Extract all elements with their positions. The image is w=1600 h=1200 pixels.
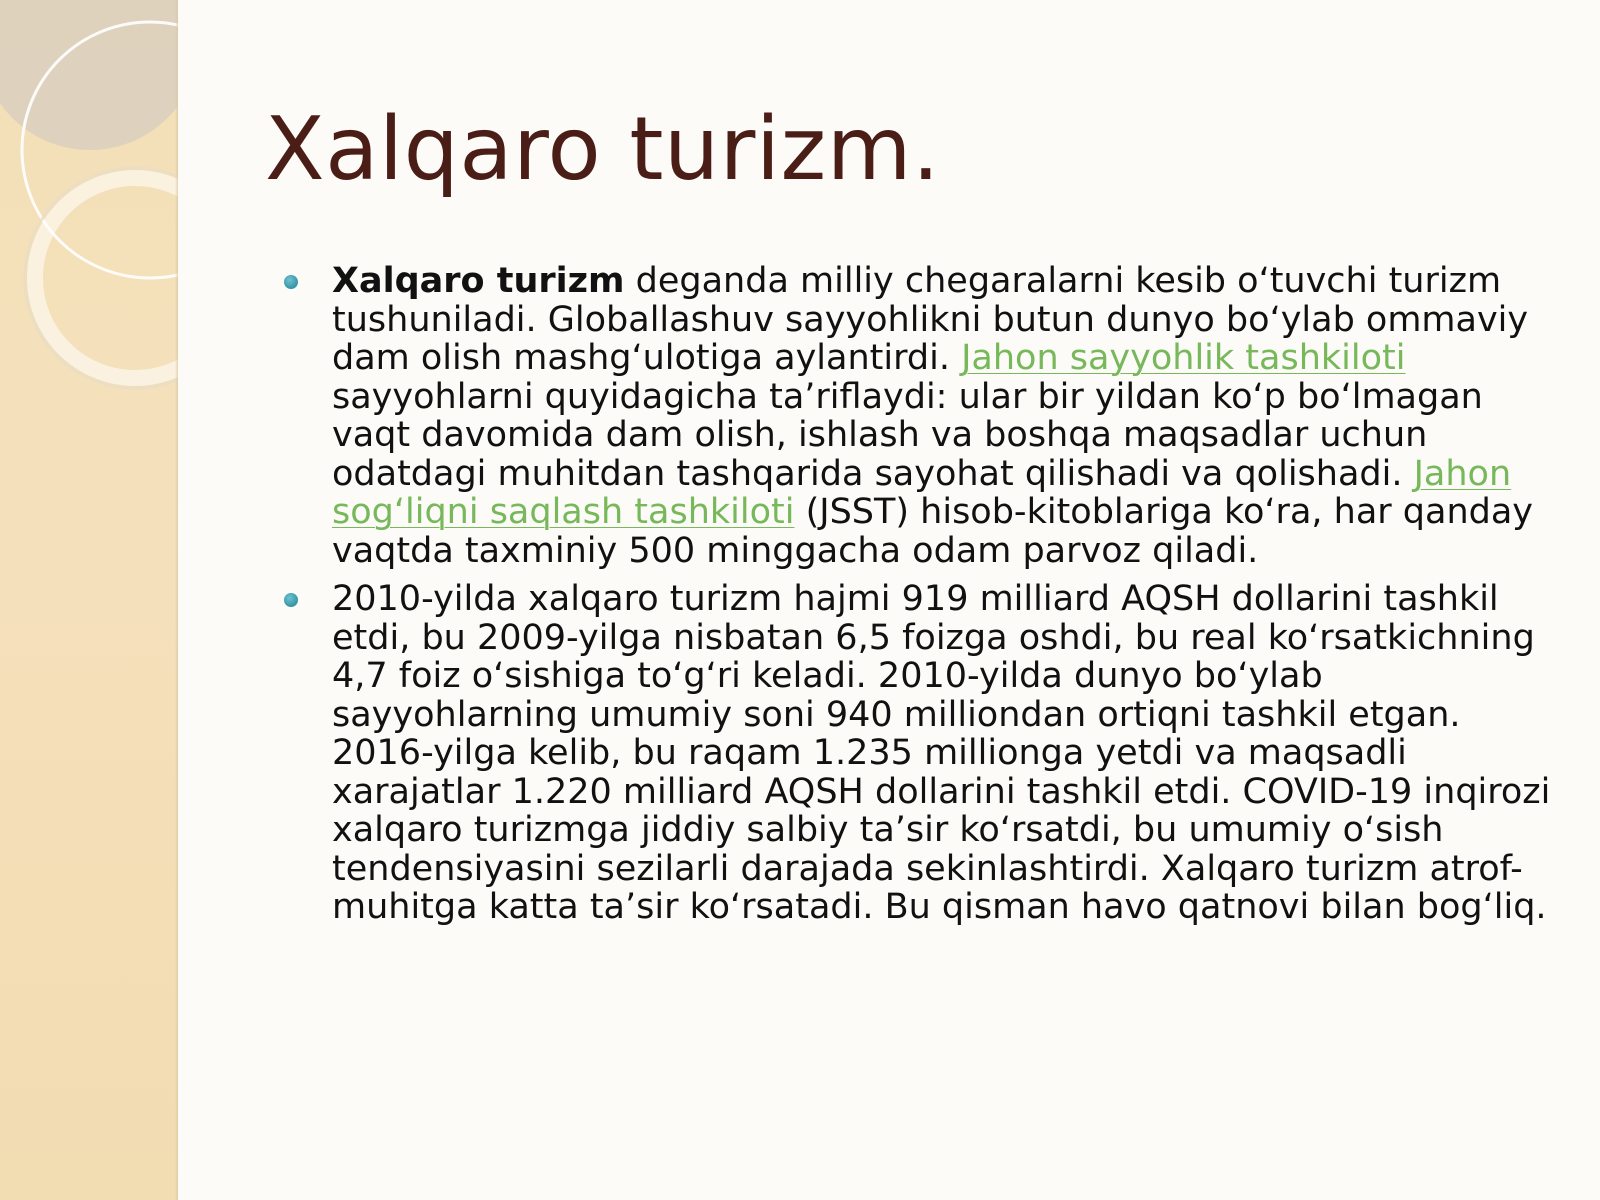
- bullet-text: 2010-yilda xalqaro turizm hajmi 919 milliard AQSH dollarini tashkil etdi, bu 2009-yilga nisbatan 6,5 foizga oshdi, bu real koʻrsatkichning 4,7 foiz oʻsishiga toʻgʻri keladi. 2010-yilda dunyo boʻylab sayyohlarning umumiy soni 940 milliondan ortiqni tashkil etgan. 2016-yilga kelib, bu raqam 1.235 millionga yetdi va maqsadli xarajatlar 1.220 milliard AQSH dollarini tashkil etdi. COVID-19 inqirozi xalqaro turizmga jiddiy salbiy taʼsir koʻrsatdi, bu umumiy oʻsish tendensiyasini sezilarli darajada sekinlashtirdi. Xalqaro turizm atrof-muhitga katta taʼsir koʻrsatadi. Bu qisman havo qatnovi bilan bogʻliq.: [332, 579, 1551, 927]
- bullet-text-part: deganda milliy chegaralarni kesib oʻtuvchi turizm tushuniladi. Globallashuv sayyohlikni butun dunyo boʻylab ommaviy dam olish mashgʻulotiga aylantirdi.: [332, 261, 1529, 378]
- bullet-list: [280, 262, 1565, 937]
- link-world-tourism-organization[interactable]: Jahon sayyohlik tashkiloti: [961, 338, 1406, 378]
- bullet-text-part: sayyohlarni quyidagicha taʼriflaydi: ular bir yildan koʻp boʻlmagan vaqt davomida dam olish, ishlash va boshqa maqsadlar uchun odatdagi muhitdan tashqarida sayohat qilishadi va qolishadi.: [332, 376, 1483, 494]
- bullet-text-part: (JSST) hisob-kitoblariga koʻra, har qanday vaqtda taxminiy 500 minggacha odam parvoz qiladi.: [332, 492, 1534, 571]
- link-world-health-organization[interactable]: Jahon sogʻliqni saqlash tashkiloti: [332, 453, 1512, 532]
- bullet-dot-icon: [284, 275, 298, 289]
- side-band-edge: [175, 0, 178, 1200]
- bullet-text: [332, 262, 1565, 570]
- bullet-lead-term: Xalqaro turizm: [332, 261, 625, 301]
- slide-title: Xalqaro turizm.: [265, 98, 941, 200]
- bullet-item-international-tourism-definition: [280, 262, 1565, 570]
- bullet-item-tourism-statistics: [280, 580, 1565, 927]
- decorative-side-band: [0, 0, 178, 1200]
- decorative-circles: [0, 0, 178, 1200]
- bullet-dot-icon: [284, 593, 298, 607]
